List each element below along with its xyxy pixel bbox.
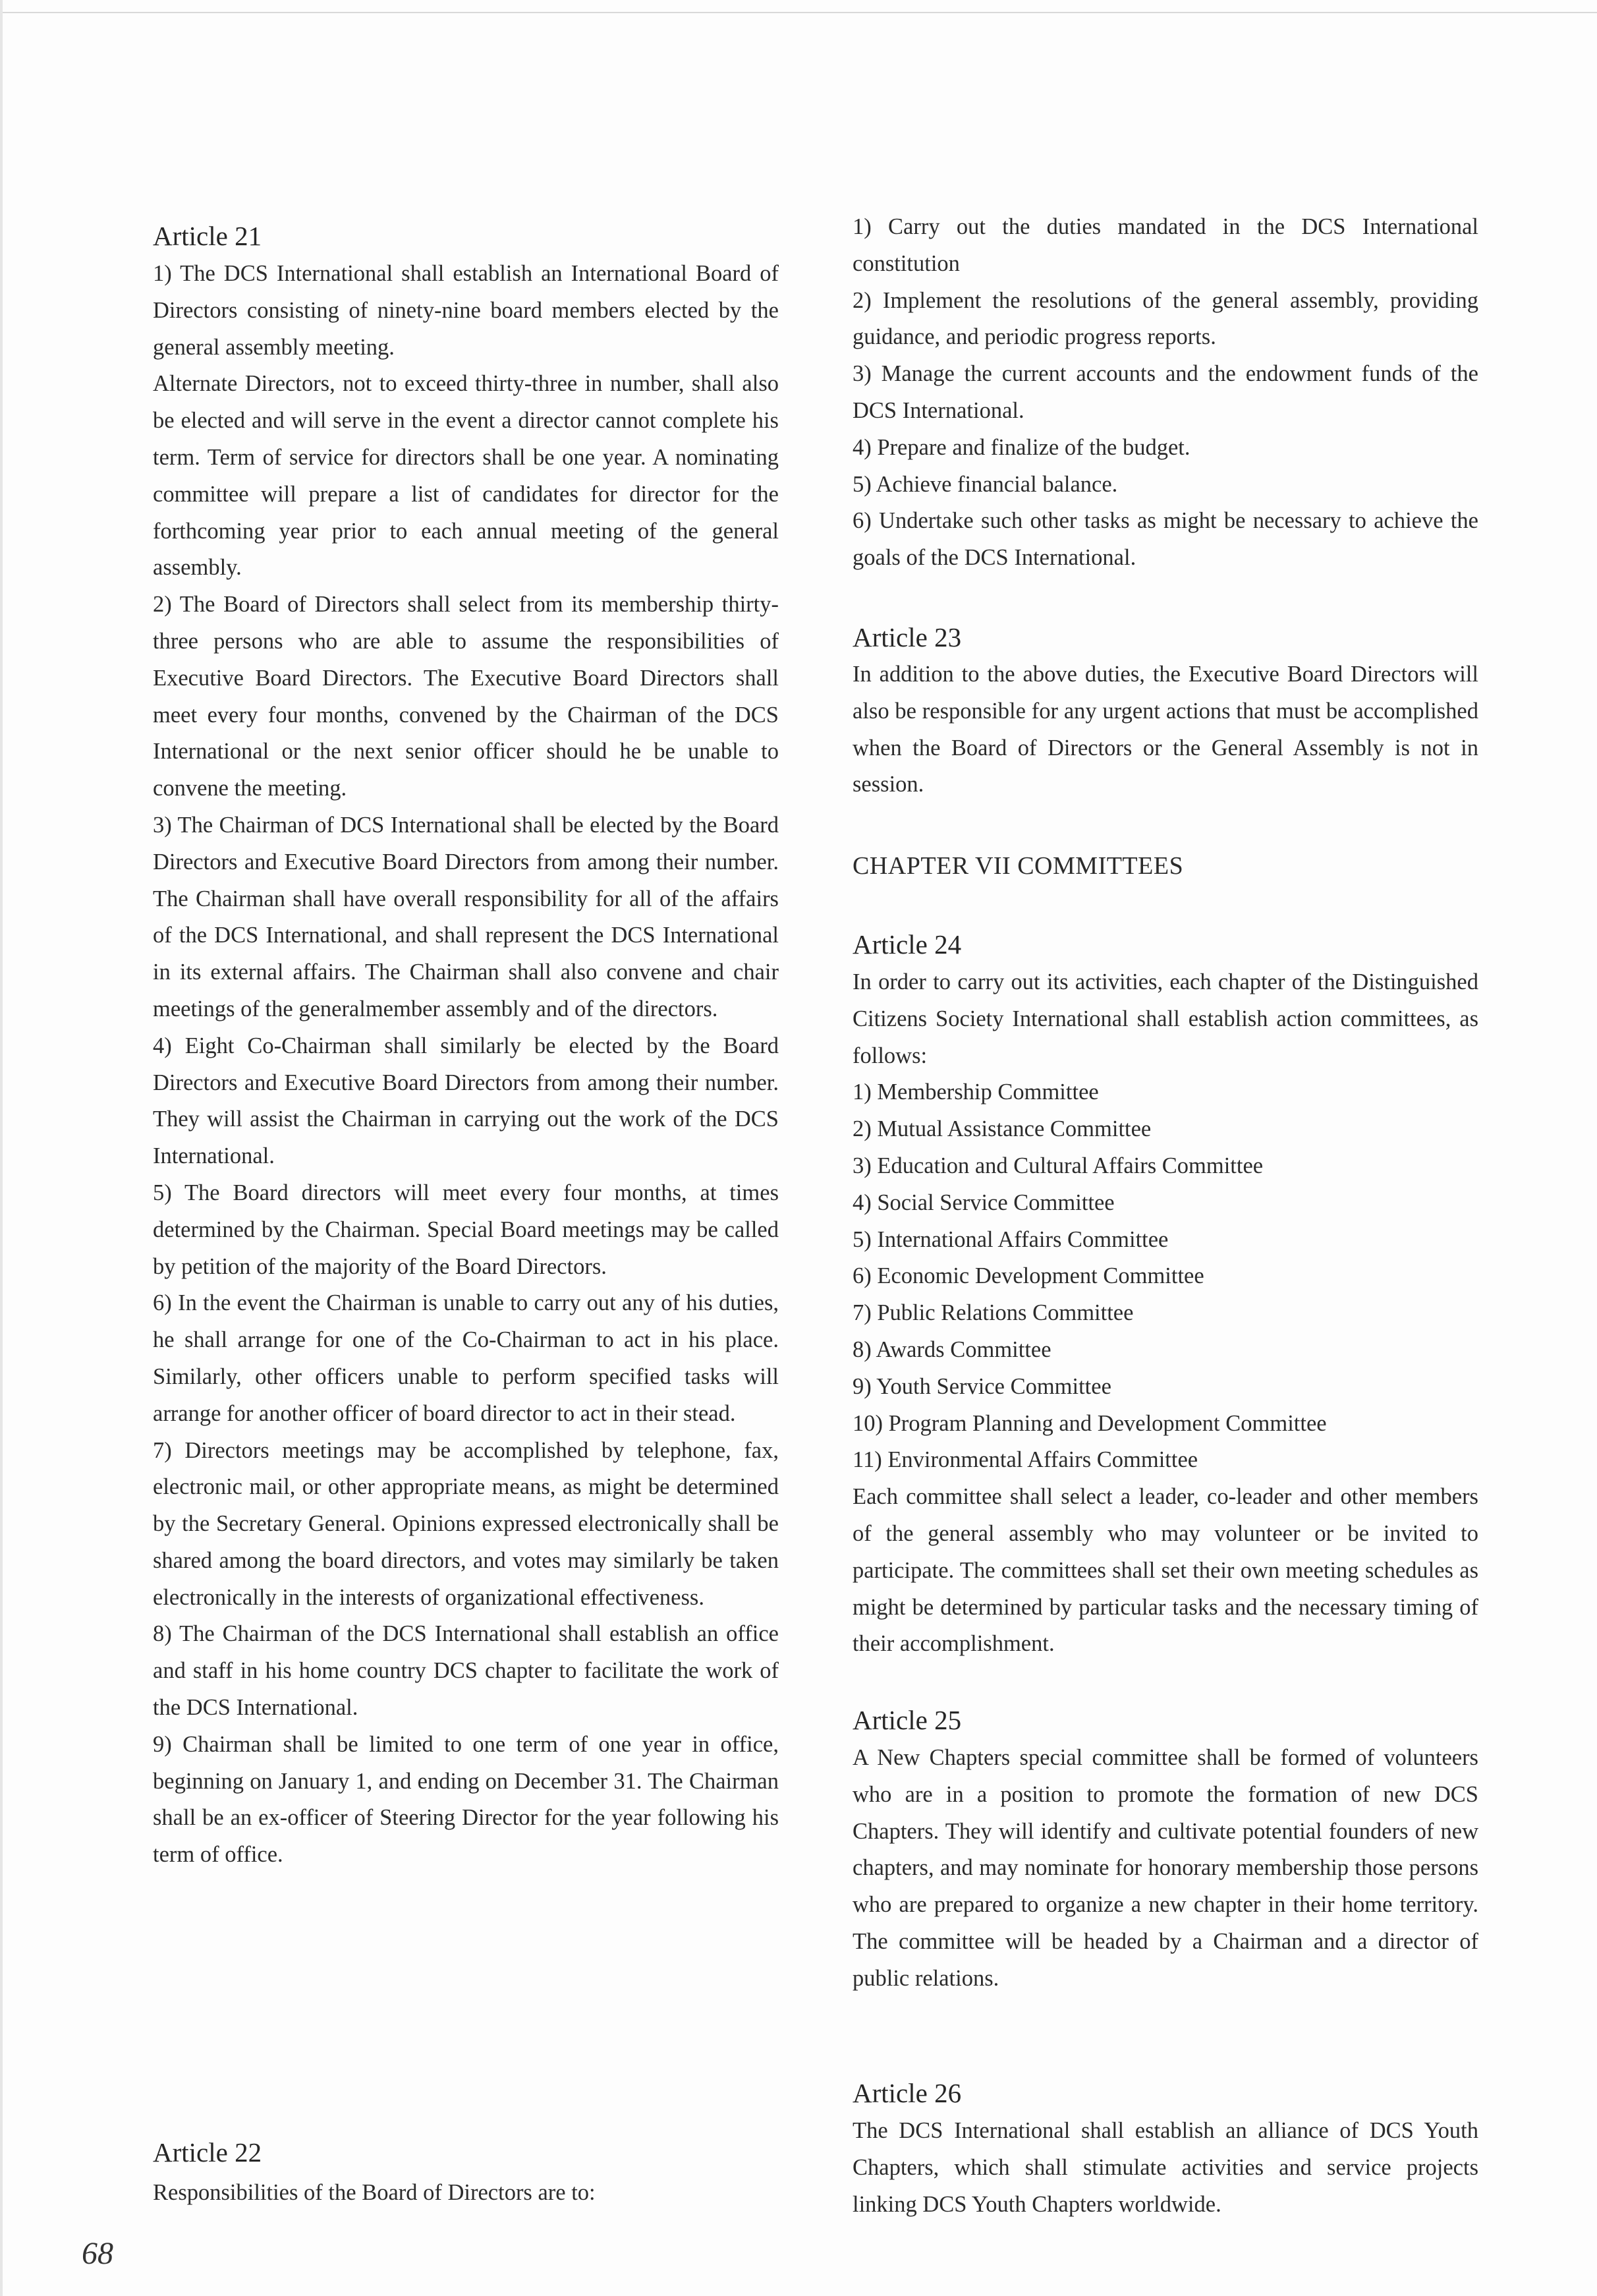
committee-item: 2) Mutual Assistance Committee xyxy=(853,1116,1152,1142)
article-22-item-4: 4) Prepare and finalize of the budget. xyxy=(853,434,1191,460)
article-24-title: Article 24 xyxy=(853,929,962,960)
scan-left-edge xyxy=(0,0,3,2296)
committee-item: 3) Education and Cultural Affairs Committee xyxy=(853,1153,1264,1178)
article-21-para-5: 4) Eight Co-Chairman shall similarly be elected by the Board Directors and Executive Board Directors from among their number. They will assist the Chairman in carrying out the work of the DCS International. xyxy=(153,1033,779,1169)
article-21-para-10: 9) Chairman shall be limited to one term of one year in office, beginning on January 1, and ending on December 31. The Chairman shall be an ex-officer of Steering Director for the year following his term of office. xyxy=(153,1731,779,1868)
article-26-title: Article 26 xyxy=(853,2078,962,2108)
article-25-text: A New Chapters special committee shall be formed of volunteers who are in a position to promote the formation of new DCS Chapters. They will identify and cultivate potential founders of new chapters, and may nominate for honorary membership those persons who are prepared to organize a new chapter in their home territory. The committee will be headed by a Chairman and a director of public relations. xyxy=(853,1745,1478,1991)
article-21-para-1: 1) The DCS International shall establish an International Board of Directors consisting of ninety-nine board members elected by the general assembly meeting. xyxy=(153,261,779,360)
article-21-para-3: 2) The Board of Directors shall select from its membership thirty-three persons who are able to assume the responsibilities of Executive Board Directors. The Executive Board Directors shall meet every four months, convened by the Chairman of the DCS International or the next senior officer should he be unable to convene the meeting. xyxy=(153,592,779,801)
committee-item: 1) Membership Committee xyxy=(853,1079,1099,1105)
article-22-item-6: 6) Undertake such other tasks as might be necessary to achieve the goals of the DCS International. xyxy=(853,508,1478,571)
article-23-text: In addition to the above duties, the Executive Board Directors will also be responsible for any urgent actions that must be accomplished when the Board of Directors or the General Assembly is not in session. xyxy=(853,662,1478,797)
committee-item: 4) Social Service Committee xyxy=(853,1190,1115,1215)
chapter-heading: CHAPTER VII COMMITTEES xyxy=(853,852,1184,880)
article-21-title: Article 21 xyxy=(153,221,262,251)
article-24-intro: In order to carry out its activities, each chapter of the Distinguished Citizens Society International shall establish action committees, as follows: xyxy=(853,969,1478,1068)
article-21-para-6: 5) The Board directors will meet every four months, at times determined by the Chairman. Special Board meetings may be called by petition of the majority of the Board Directors. xyxy=(153,1180,779,1279)
committee-item: 6) Economic Development Committee xyxy=(853,1263,1204,1289)
article-22-title: Article 22 xyxy=(153,2137,262,2167)
article-21-para-7: 6) In the event the Chairman is unable to carry out any of his duties, he shall arrange for one of the Co-Chairman to act in his place. Similarly, other officers unable to perform specified tasks will arrange for another officer of board director to act in their stead. xyxy=(153,1290,779,1426)
article-22-item-5: 5) Achieve financial balance. xyxy=(853,471,1118,497)
committee-item: 10) Program Planning and Development Committee xyxy=(853,1410,1327,1436)
article-23-title: Article 23 xyxy=(853,622,962,652)
committee-item: 7) Public Relations Committee xyxy=(853,1300,1134,1326)
article-21-para-8: 7) Directors meetings may be accomplished by telephone, fax, electronic mail, or other appropriate means, as might be determined by the Secretary General. Opinions expressed electronically shall be shared among the board directors, and votes may similarly be taken electronically in the interests of organizational effectiveness. xyxy=(153,1437,779,1610)
article-24-closing: Each committee shall select a leader, co-leader and other members of the general assembly who may volunteer or be invited to participate. The committees shall set their own meeting schedules as might be determined by particular tasks and the necessary timing of their accomplishment. xyxy=(853,1484,1478,1657)
article-26-text: The DCS International shall establish an alliance of DCS Youth Chapters, which shall stimulate activities and service projects linking DCS Youth Chapters worldwide. xyxy=(853,2118,1478,2217)
page-number: 68 xyxy=(82,2236,113,2271)
article-22-intro: Responsibilities of the Board of Directors are to: xyxy=(153,2180,596,2205)
article-21-para-4: 3) The Chairman of DCS International shall be elected by the Board Directors and Executive Board Directors from among their number. The Chairman shall have overall responsibility for all of the affairs of the DCS International, and shall represent the DCS International in its external affairs. The Chairman shall also convene and chair meetings of the generalmember assembly and of the directors. xyxy=(153,812,779,1021)
article-22-item-3: 3) Manage the current accounts and the endowment funds of the DCS International. xyxy=(853,361,1478,423)
article-21-para-2: Alternate Directors, not to exceed thirty-three in number, shall also be elected and will serve in the event a director cannot complete his term. Term of service for directors shall be one year. A nominating committee will prepare a list of candidates for director for the forthcoming year prior to each annual meeting of the general assembly. xyxy=(153,371,779,581)
committee-item: 5) International Affairs Committee xyxy=(853,1226,1169,1252)
article-21-body xyxy=(153,256,779,1874)
article-24-body xyxy=(853,964,1478,1663)
article-25-title: Article 25 xyxy=(853,1705,962,1735)
article-22-item-2: 2) Implement the resolutions of the general assembly, providing guidance, and periodic progress reports. xyxy=(853,287,1478,350)
committee-item: 9) Youth Service Committee xyxy=(853,1373,1111,1399)
scan-top-edge xyxy=(0,12,1597,13)
committee-item: 11) Environmental Affairs Committee xyxy=(853,1447,1198,1473)
committee-item: 8) Awards Committee xyxy=(853,1336,1051,1362)
article-22-list xyxy=(853,209,1478,577)
article-21-para-9: 8) The Chairman of the DCS International shall establish an office and staff in his home country DCS chapter to facilitate the work of the DCS International. xyxy=(153,1621,779,1721)
article-22-item-1: 1) Carry out the duties mandated in the DCS International constitution xyxy=(853,214,1478,276)
